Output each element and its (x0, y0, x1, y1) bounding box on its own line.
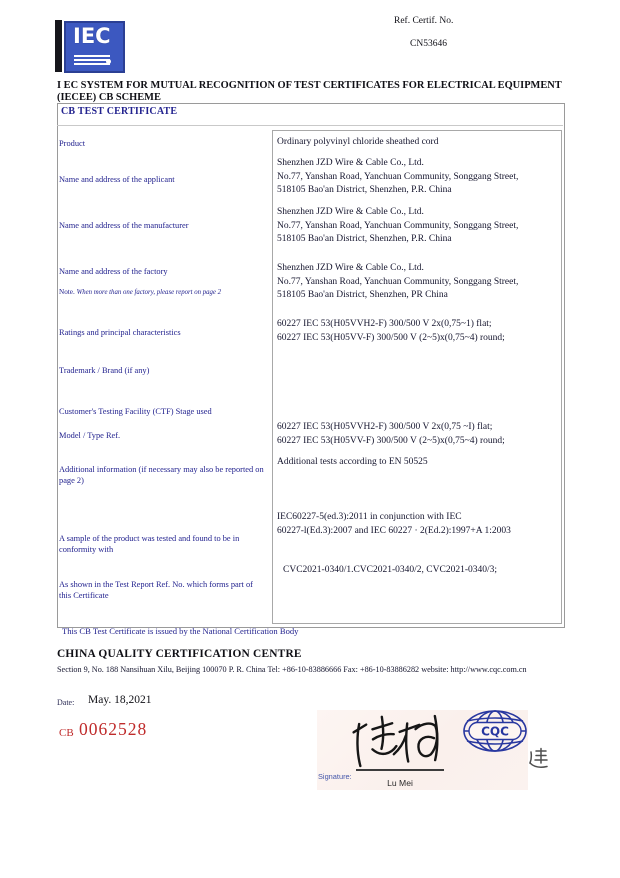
value-additional-information (277, 456, 555, 470)
value-line: Shenzhen JZD Wire & Cable Co., Ltd. (277, 158, 424, 168)
cb-number: 0062528 (79, 719, 148, 739)
ncb-address: Section 9, No. 188 Nansihuan Xilu, Beijing 100070 P. R. China Tel: +86-10-83886666 Fax: +86-10-83886282 website: http://www.cqc.com.cn (57, 665, 527, 674)
value-applicant (277, 157, 555, 198)
issued-by-note: This CB Test Certificate is issued by the National Certification Body (62, 626, 299, 636)
value-line: 60227 IEC 53(H05VV-F) 300/500 V (2~5)x(0,75~4) round; (277, 332, 505, 343)
label-manufacturer: Name and address of the manufacturer (59, 221, 189, 230)
signatory-name: Lu Mei (387, 778, 413, 788)
values-column-border (272, 130, 562, 624)
value-line: IEC60227-5(ed.3):2011 in conjunction with IEC (277, 512, 462, 522)
value-factory (277, 262, 555, 303)
value-line: No.77, Yanshan Road, Yanchuan Community, Songgang Street, (277, 276, 519, 287)
cqc-logo-text: CQC (481, 724, 509, 739)
signature-line (356, 769, 444, 771)
label-model-type-ref: Model / Type Ref. (59, 431, 121, 440)
value-manufacturer (277, 206, 555, 247)
label-trademark: Trademark / Brand (if any) (59, 366, 150, 375)
value-test-report-ref (283, 564, 561, 578)
value-line: 60227 IEC 53(H05VVH2-F) 300/500 V 2x(0,75 ~I) flat; (277, 422, 493, 432)
value-line: No.77, Yanshan Road, Yanchuan Community, Songgang Street, (277, 171, 519, 182)
jian-stamp-character (527, 747, 549, 771)
iec-logo-lines (74, 53, 110, 65)
value-line: 518105 Bao'an District, Shenzhen, P.R. China (277, 185, 452, 196)
certificate-title: CB TEST CERTIFICATE (61, 106, 178, 117)
value-conformity (277, 511, 555, 538)
value-line: 60227-l(Ed.3):2007 and IEC 60227 · 2(Ed.2):1997+A 1:2003 (277, 525, 511, 536)
label-conformity: A sample of the product was tested and found to be in conformity with (59, 534, 240, 554)
label-factory: Name and address of the factory (59, 267, 168, 276)
label-test-report-ref: As shown in the Test Report Ref. No. which forms part of this Certificate (59, 580, 253, 600)
date-label: Date: (57, 698, 75, 707)
value-ratings (277, 318, 555, 345)
value-line: 518105 Bao'an District, Shenzhen, P.R. China (277, 234, 452, 245)
value-line: Ordinary polyvinyl chloride sheathed cord (277, 137, 439, 147)
iec-logo-box (64, 21, 125, 73)
iec-logo-dot (106, 59, 111, 64)
label-ratings: Ratings and principal characteristics (59, 328, 181, 337)
cqc-logo (461, 708, 529, 756)
value-product (277, 136, 555, 150)
value-line: Shenzhen JZD Wire & Cable Co., Ltd. (277, 263, 424, 273)
label-ctf-stage: Customer's Testing Facility (CTF) Stage used (59, 407, 212, 416)
signature-label: Signature: (318, 772, 352, 781)
date-value: May. 18,2021 (88, 694, 152, 706)
note-text: When more than one factory, please report on page 2 (76, 289, 222, 296)
ref-certif-label: Ref. Certif. No. (394, 16, 454, 26)
cb-number-prefix: CB (59, 727, 74, 739)
value-line: Additional tests according to EN 50525 (277, 457, 428, 467)
label-product: Product (59, 139, 86, 148)
value-line: 60227 IEC 53(H05VV-F) 300/500 V (2~5)x(0,75~4) round; (277, 435, 505, 446)
handwritten-signature (346, 708, 450, 770)
value-line: No.77, Yanshan Road, Yanchuan Community, Songgang Street, (277, 220, 519, 231)
title-divider (57, 125, 563, 126)
label-factory-note (59, 287, 266, 298)
scheme-title (57, 80, 562, 103)
iec-logo-text: IEC (73, 24, 111, 48)
ncb-name: CHINA QUALITY CERTIFICATION CENTRE (57, 648, 302, 660)
value-line: 60227 IEC 53(H05VVH2-F) 300/500 V 2x(0,75~1) flat; (277, 319, 492, 329)
value-line: CVC2021-0340/1.CVC2021-0340/2, CVC2021-0340/3; (283, 565, 498, 575)
iec-logo-spine (55, 20, 62, 72)
note-prefix: Note. (59, 288, 75, 296)
ref-certif-number: CN53646 (410, 39, 447, 49)
label-additional-information: Additional information (if necessary may also be reported on page 2) (59, 465, 264, 485)
value-line: 518105 Bao'an District, Shenzhen, PR China (277, 290, 448, 301)
scheme-title-line1: I EC SYSTEM FOR MUTUAL RECOGNITION OF TEST CERTIFICATES FOR ELECTRICAL EQUIPMENT (57, 80, 562, 91)
scheme-title-line2: (IECEE) CB SCHEME (57, 91, 161, 103)
value-model-type-ref (277, 421, 555, 448)
value-line: Shenzhen JZD Wire & Cable Co., Ltd. (277, 207, 424, 217)
label-applicant: Name and address of the applicant (59, 175, 175, 184)
